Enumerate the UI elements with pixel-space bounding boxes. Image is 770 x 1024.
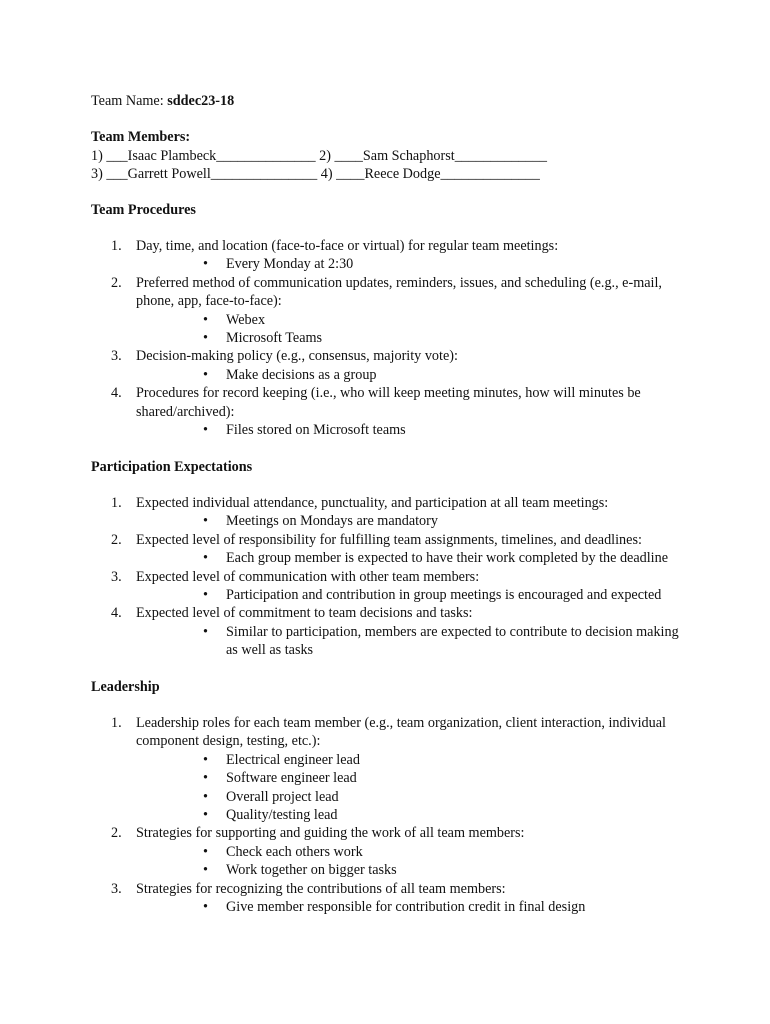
bullet-list xyxy=(136,549,691,567)
bullet-item: • Overall project lead xyxy=(136,788,691,806)
item-number: 4. xyxy=(111,385,122,402)
item-text: Expected individual attendance, punctuality, and participation at all team meetings: xyxy=(136,494,609,511)
item-text: Strategies for recognizing the contributions of all team members: xyxy=(136,880,506,897)
item-number: 4. xyxy=(111,605,122,622)
bullet-item: • Work together on bigger tasks xyxy=(136,861,691,879)
team-name-line xyxy=(91,92,691,110)
procedure-item-2 xyxy=(91,274,691,348)
bullet-item: • Electrical engineer lead xyxy=(136,751,691,769)
bullet-item: • Each group member is expected to have their work completed by the deadline xyxy=(136,549,691,567)
bullet-list xyxy=(136,311,691,348)
bullet-list xyxy=(136,421,691,439)
bullet-list xyxy=(136,512,691,530)
item-text: Leadership roles for each team member (e.g., team organization, client interaction, individual component design, testing, etc.): xyxy=(136,714,666,750)
bullet-item: • Make decisions as a group xyxy=(136,366,691,384)
item-text: Procedures for record keeping (i.e., who will keep meeting minutes, how will minutes be shared/archived): xyxy=(136,385,641,420)
team-procedures-heading: Team Procedures xyxy=(91,201,196,218)
bullet-item: • Quality/testing lead xyxy=(136,806,691,824)
team-name-label: Team Name: xyxy=(91,93,168,109)
leadership-list xyxy=(91,714,691,916)
item-number: 2. xyxy=(111,274,122,291)
item-text: Decision-making policy (e.g., consensus, majority vote): xyxy=(136,348,458,365)
item-number: 2. xyxy=(111,531,122,548)
team-name-value: sddec23-18 xyxy=(167,93,235,109)
item-text: Expected level of responsibility for fulfilling team assignments, timelines, and deadlines: xyxy=(136,531,642,548)
item-text: Preferred method of communication updates, reminders, issues, and scheduling (e.g., e-mail, phone, app, face-to-face): xyxy=(136,274,662,310)
item-number: 3. xyxy=(111,880,122,897)
bullet-list xyxy=(136,255,691,273)
item-number: 2. xyxy=(111,825,122,842)
participation-list xyxy=(91,494,691,660)
procedure-item-4 xyxy=(91,384,691,439)
procedure-item-3 xyxy=(91,347,691,384)
bullet-list xyxy=(136,623,691,660)
bullet-item: • Files stored on Microsoft teams xyxy=(136,421,691,439)
item-text: Day, time, and location (face-to-face or virtual) for regular team meetings: xyxy=(136,238,559,255)
bullet-list xyxy=(136,843,691,880)
bullet-list xyxy=(136,586,691,604)
document-content xyxy=(91,92,691,916)
leadership-heading: Leadership xyxy=(91,678,160,695)
bullet-item: • Check each others work xyxy=(136,843,691,861)
bullet-item: • Microsoft Teams xyxy=(136,329,691,347)
bullet-item: • Meetings on Mondays are mandatory xyxy=(136,512,691,530)
bullet-item: • Webex xyxy=(136,311,691,329)
leadership-item-1 xyxy=(91,714,691,824)
bullet-list xyxy=(136,898,691,916)
item-number: 3. xyxy=(111,348,122,365)
team-members-line-2: 3) ___Garrett Powell_______________ 4) ____Reece Dodge______________ xyxy=(91,166,540,183)
bullet-item: • Similar to participation, members are expected to contribute to decision making as well as tasks xyxy=(136,623,691,660)
team-procedures-list xyxy=(91,237,691,439)
team-members-heading: Team Members: xyxy=(91,129,191,146)
leadership-item-2 xyxy=(91,824,691,879)
leadership-item-3 xyxy=(91,880,691,917)
participation-item-1 xyxy=(91,494,691,531)
item-number: 1. xyxy=(111,714,122,731)
item-text: Expected level of commitment to team decisions and tasks: xyxy=(136,605,473,622)
item-number: 1. xyxy=(111,238,122,255)
bullet-item: • Software engineer lead xyxy=(136,769,691,787)
item-number: 3. xyxy=(111,568,122,585)
participation-item-2 xyxy=(91,531,691,568)
item-text: Strategies for supporting and guiding the work of all team members: xyxy=(136,825,525,842)
team-members-line-1: 1) ___Isaac Plambeck______________ 2) ____Sam Schaphorst_____________ xyxy=(91,147,547,164)
item-number: 1. xyxy=(111,494,122,511)
bullet-list xyxy=(136,366,691,384)
participation-item-3 xyxy=(91,568,691,605)
bullet-item: • Participation and contribution in group meetings is encouraged and expected xyxy=(136,586,691,604)
bullet-list xyxy=(136,751,691,825)
item-text: Expected level of communication with other team members: xyxy=(136,568,480,585)
participation-expectations-heading: Participation Expectations xyxy=(91,458,253,475)
participation-item-4 xyxy=(91,604,691,659)
bullet-item: • Give member responsible for contribution credit in final design xyxy=(136,898,691,916)
bullet-item: • Every Monday at 2:30 xyxy=(136,255,691,273)
procedure-item-1 xyxy=(91,237,691,274)
